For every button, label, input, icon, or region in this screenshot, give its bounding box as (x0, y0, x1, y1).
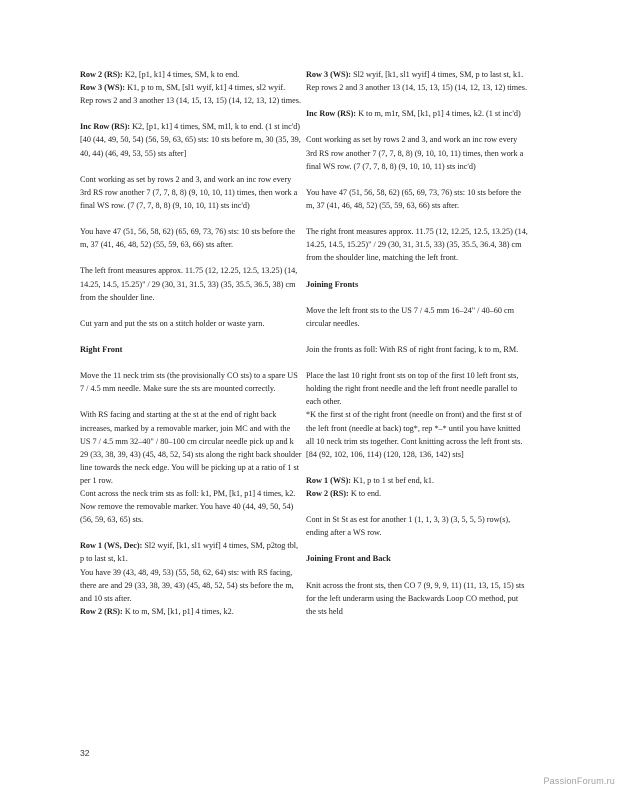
cont-stst-paragraph: Cont in St St as est for another 1 (1, 1, 3, 3) (3, 5, 5, 5) row(s), ending after a WS row. (306, 515, 511, 538)
cut-yarn-paragraph: Cut yarn and put the sts on a stitch holder or waste yarn. (80, 318, 265, 328)
right-column (306, 68, 528, 618)
row1-dec-instruction: Row 1 (WS, Dec): Sl2 wyif, [k1, sl1 wyif] 4 times, SM, p2tog tbl, p to last st, k1. (80, 541, 299, 564)
cont-working-paragraph: Cont working as set by rows 2 and 3, and work an inc row every 3rd RS row another 7 (7, 7, 8, 8) (9, 10, 10, 11) times, then work a final WS row. (7 (7, 7, 8, 8) (9, 10, 10, 11) sts inc'd) (80, 174, 298, 210)
cont-working-paragraph: Cont working as set by rows 2 and 3, and work an inc row every 3rd RS row another 7 (7, 7, 8, 8) (9, 10, 10, 11) times, then work a final WS row. (7 (7, 7, 8, 8) (9, 10, 10, 11) sts inc'd) (306, 135, 524, 171)
row-label: Inc Row (RS): (80, 122, 131, 132)
row-label: Row 2 (RS): (80, 70, 123, 79)
cont-across-paragraph: Cont across the neck trim sts as foll: k1, PM, [k1, p1] 4 times, k2. Now remove the removable marker. You have 40 (44, 49, 50, 54) (56, 59, 63, 65) sts. (80, 489, 296, 525)
section-heading-joining-fronts: Joining Fronts (306, 279, 359, 289)
place-sts-paragraph: Place the last 10 right front sts on top of the first 10 left front sts, holding the right front needle and the left front needle parallel to each other. (306, 371, 519, 407)
measurement-paragraph: The left front measures approx. 11.75 (12, 12.25, 12.5, 13.25) (14, 14.25, 14.5, 15.25)" / 29 (30, 31, 31.5, 33) (35, 35.5, 36.5, 38) cm from the shoulder line. (80, 266, 298, 302)
move-left-front-paragraph: Move the left front sts to the US 7 / 4.5 mm 16–24" / 40–60 cm circular needles. (306, 305, 515, 328)
row1-stitch-count: You have 39 (43, 48, 49, 53) (55, 58, 62, 64) sts: with RS facing, there are and 29 (33, 38, 39, 43) (45, 48, 52, 54) sts before the m, and 10 sts after. (80, 567, 294, 603)
section-heading-joining-front-back: Joining Front and Back (306, 554, 391, 564)
inc-row-instruction: Inc Row (RS): K2, [p1, k1] 4 times, SM, m1l, k to end. (1 st inc'd) [40 (44, 49, 50, 54) (56, 59, 63, 65) sts: 10 sts before m, 30 (35, 39, 40, 44) (46, 49, 53, 55) sts after] (80, 122, 301, 158)
join-fronts-paragraph: Join the fronts as foll: With RS of right front facing, k to m, RM. (306, 344, 519, 354)
repeat-instruction: Rep rows 2 and 3 another 13 (14, 15, 13, 15) (14, 12, 13, 12) times. (306, 83, 528, 93)
section-heading-right-front: Right Front (80, 344, 123, 354)
row3-instruction: Row 3 (WS): K1, p to m, SM, [sl1 wyif, k1] 4 times, sl2 wyif. (80, 83, 286, 93)
row2-instruction: Row 2 (RS): K2, [p1, k1] 4 times, SM, k to end. (80, 70, 240, 79)
row-label: Row 2 (RS): (306, 489, 349, 498)
move-trim-paragraph: Move the 11 neck trim sts (the provisionally CO sts) to a spare US 7 / 4.5 mm needle. Make sure the sts are mounted correctly. (80, 371, 298, 394)
watermark: PassionForum.ru (543, 776, 615, 786)
inc-row-instruction: Inc Row (RS): K to m, m1r, SM, [k1, p1] 4 times, k2. (1 st inc'd) (306, 109, 521, 119)
stitch-count-paragraph: You have 47 (51, 56, 58, 62) (65, 69, 73, 76) sts: 10 sts before the m, 37 (41, 46, 48, 52) (55, 59, 63, 66) sts after. (306, 187, 521, 210)
row-label: Inc Row (RS): (306, 109, 357, 119)
row-label: Row 2 (RS): (80, 606, 123, 616)
row-label: Row 1 (WS, Dec): (80, 541, 143, 551)
knit-across-paragraph: Knit across the front sts, then CO 7 (9, 9, 9, 11) (11, 13, 15, 15) sts for the left underarm using the Backwards Loop CO method, put the sts held (306, 580, 525, 616)
row-label: Row 3 (WS): (306, 70, 352, 79)
row2b-instruction: Row 2 (RS): K to m, SM, [k1, p1] 4 times, k2. (80, 606, 234, 616)
row1-instruction: Row 1 (WS): K1, p to 1 st bef end, k1. (306, 475, 435, 485)
row-label: Row 1 (WS): (306, 475, 352, 485)
page-number: 32 (80, 748, 90, 758)
three-needle-paragraph: *K the first st of the right front (needle on front) and the first st of the left front (needle at back) tog*, rep *–* until you have knitted all 10 neck trim sts together. Cont knitting across the left front sts. [84 (92, 102, 106, 114) (120, 128, 136, 142) sts] (306, 410, 523, 459)
left-column (80, 68, 302, 618)
measurement-paragraph: The right front measures approx. 11.75 (12, 12.25, 12.5, 13.25) (14, 14.25, 14.5, 15.25)" / 29 (30, 31, 31.5, 33) (35, 35.5, 36.4, 38) cm from the shoulder line, matching the left front. (306, 227, 528, 263)
row-label: Row 3 (WS): (80, 83, 126, 93)
stitch-count-paragraph: You have 47 (51, 56, 58, 62) (65, 69, 73, 76) sts: 10 sts before the m, 37 (41, 46, 48, 52) (55, 59, 63, 66) sts after. (80, 227, 295, 250)
row2-instruction: Row 2 (RS): K to end. (306, 489, 382, 498)
row3-instruction: Row 3 (WS): Sl2 wyif, [k1, sl1 wyif] 4 times, SM, p to last st, k1. (306, 70, 524, 79)
pick-up-paragraph: With RS facing and starting at the st at the end of right back increases, marked by a removable marker, join MC and with the US 7 / 4.5 mm 32–40" / 80–100 cm circular needle pick up and k 29 (33, 38, 39, 43) (45, 48, 52, 54) sts along the right back shoulder line towards the neck edge. You will be picking up at a ratio of 1 st per 1 row. (80, 410, 302, 485)
repeat-instruction: Rep rows 2 and 3 another 13 (14, 15, 13, 15) (14, 12, 13, 12) times. (80, 96, 302, 106)
